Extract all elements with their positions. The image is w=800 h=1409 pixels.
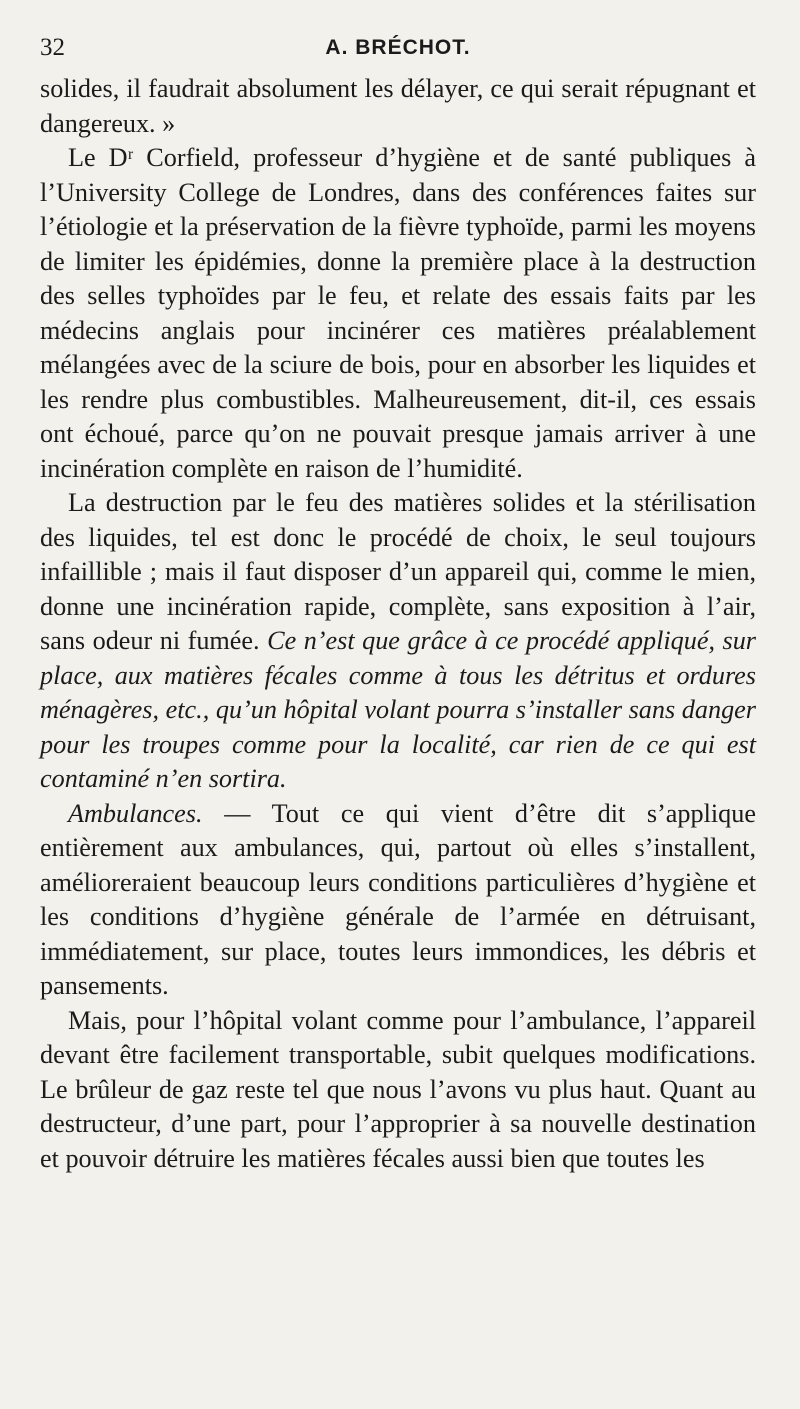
paragraph-destruction-italic: Ce n’est que grâce à ce procédé appliqué, sur place, aux matières fécales comme à tous les détritus et ordures ménagères, etc., qu’un hôpital volant pourra s’installer sans danger pour les troupes comme pour la localité, car rien de ce qui est contaminé n’en sortira. (40, 626, 756, 793)
paragraph-continuation: solides, il faudrait absolument les délayer, ce qui serait répugnant et dangereux. » (40, 74, 756, 138)
paragraph-destruction (40, 486, 756, 797)
body-text (40, 72, 756, 1176)
running-header (40, 34, 756, 72)
running-title: A. BRÉCHOT. (325, 36, 471, 59)
paragraph-corfield: Le Dʳ Corfield, professeur d’hygiène et de santé publiques à l’University College de Londres, dans des conférences faites sur l’étiologie et la préservation de la fièvre typhoïde, parmi les moyens de limiter les épidémies, donne la première place à la destruction des selles typhoïdes par le feu, et relate des essais faits par les médecins anglais pour incinérer ces matières préalablement mélangées avec de la sciure de bois, pour en absorber les liquides et les rendre plus combustibles. Malheureusement, dit-il, ces essais ont échoué, parce qu’on ne pouvait presque jamais arriver à une incinération complète en raison de l’humidité. (40, 143, 756, 483)
paragraph-hopital-volant: Mais, pour l’hôpital volant comme pour l’ambulance, l’appareil devant être facilement transportable, subit quelques modifications. Le brûleur de gaz reste tel que nous l’avons vu plus haut. Quant au destructeur, d’une part, pour l’approprier à sa nouvelle destination et pouvoir détruire les matières fécales aussi bien que toutes les (40, 1005, 756, 1173)
ambulances-heading: Ambulances. (68, 798, 203, 828)
ambulances-text: — Tout ce qui vient d’être dit s’applique entièrement aux ambulances, qui, partout où elles s’installent, amélioreraient beaucoup leurs conditions particulières d’hygiène et les conditions d’hygiène générale de l’armée en détruisant, immédiatement, sur place, toutes leurs immondices, les débris et pansements. (40, 798, 756, 1000)
paragraph-ambulances (40, 797, 756, 1004)
paragraph-destruction-text: La destruction par le feu des matières solides et la stérilisation des liquides, tel est donc le procédé de choix, le seul toujours infaillible ; mais il faut disposer d’un appareil qui, comme le mien, donne une incinération rapide, complète, sans exposition à l’air, sans odeur ni fumée. (40, 488, 756, 655)
page-number: 32 (40, 34, 65, 61)
